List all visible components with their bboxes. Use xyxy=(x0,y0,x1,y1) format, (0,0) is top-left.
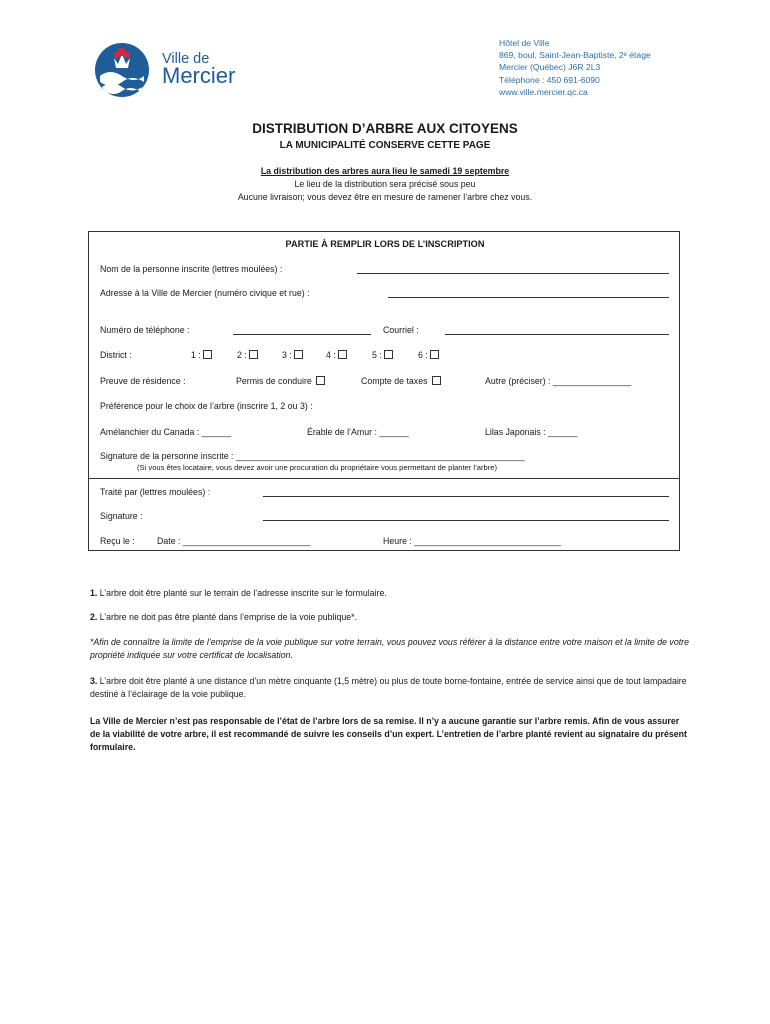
name-label: Nom de la personne inscrite (lettres moulées) : xyxy=(100,264,283,274)
district-label: District : xyxy=(100,350,132,360)
checkbox[interactable] xyxy=(294,350,303,359)
residence-label: Preuve de résidence : xyxy=(100,376,186,386)
rule-2 xyxy=(90,611,690,624)
checkbox[interactable] xyxy=(249,350,258,359)
district-option-5[interactable] xyxy=(372,350,393,360)
rule-number: 3. xyxy=(90,676,98,686)
preference-label: Préférence pour le choix de l’arbre (inscrire 1, 2 ou 3) : xyxy=(100,401,313,411)
signature-note: (Si vous êtes locataire, vous devez avoir une procuration du propriétaire vous permettant de planter l’arbre) xyxy=(137,463,498,472)
address-line: Mercier (Québec) J6R 2L3 xyxy=(499,62,601,73)
page-subtitle: LA MUNICIPALITÉ CONSERVE CETTE PAGE xyxy=(279,140,491,151)
city-address xyxy=(499,37,651,98)
intro-location: Le lieu de la distribution sera précisé sous peu xyxy=(294,179,476,189)
date-field[interactable]: Date : __________________________ xyxy=(157,536,311,546)
tree-option-lilas[interactable]: Lilas Japonais : ______ xyxy=(485,427,578,437)
district-option-1[interactable] xyxy=(191,350,212,360)
district-option-4[interactable] xyxy=(326,350,347,360)
address-line: Hôtel de Ville xyxy=(499,38,550,48)
rule-number: 1. xyxy=(90,588,98,598)
checkbox[interactable] xyxy=(316,376,325,385)
checkbox[interactable] xyxy=(338,350,347,359)
checkbox[interactable] xyxy=(203,350,212,359)
received-label: Reçu le : xyxy=(100,536,135,546)
page-title: DISTRIBUTION D’ARBRE AUX CITOYENS xyxy=(252,121,518,136)
form-title: PARTIE À REMPLIR LORS DE L’INSCRIPTION xyxy=(285,239,485,249)
district-option-label: 5 : xyxy=(372,350,382,360)
form-divider xyxy=(89,478,679,479)
district-option-label: 6 : xyxy=(418,350,428,360)
email-field[interactable] xyxy=(445,334,669,335)
checkbox[interactable] xyxy=(432,376,441,385)
rule-text: L’arbre doit être planté à une distance d’un mètre cinquante (1,5 mètre) ou plus de toute borne-fontaine, entrée de service ainsi que de tout lampadaire destiné à l’éclairage de la voie publique. xyxy=(90,676,687,699)
address-field[interactable] xyxy=(388,297,669,298)
phone-label: Numéro de téléphone : xyxy=(100,325,190,335)
district-option-3[interactable] xyxy=(282,350,303,360)
district-option-2[interactable] xyxy=(237,350,258,360)
residence-tax-label: Compte de taxes xyxy=(361,376,428,386)
address-label: Adresse à la Ville de Mercier (numéro civique et rue) : xyxy=(100,288,310,298)
treated-field[interactable] xyxy=(263,496,669,497)
email-label: Courriel : xyxy=(383,325,419,335)
treated-label: Traité par (lettres moulées) : xyxy=(100,487,211,497)
district-option-6[interactable] xyxy=(418,350,439,360)
rule-note: *Afin de connaître la limite de l’emprise de la voie publique sur votre terrain, vous pouvez vous référer à la distance entre votre maison et la limite de votre propriété indiquée sur votre certificat de localisation. xyxy=(90,637,689,660)
rule-number: 2. xyxy=(90,612,98,622)
intro-delivery: Aucune livraison; vous devez être en mesure de ramener l’arbre chez vous. xyxy=(237,192,533,202)
name-field[interactable] xyxy=(357,273,669,274)
signature2-label: Signature : xyxy=(100,511,143,521)
residence-license-option[interactable] xyxy=(236,376,325,386)
website-link[interactable]: www.ville.mercier.qc.ca xyxy=(499,86,588,97)
registration-form xyxy=(88,231,680,551)
tree-option-erable[interactable]: Érable de l’Amur : ______ xyxy=(307,427,409,437)
address-line: 869, boul. Saint-Jean-Baptiste, 2ᵉ étage xyxy=(499,50,651,61)
residence-other-field[interactable]: Autre (préciser) : ________________ xyxy=(485,376,632,386)
tree-option-amelanchier[interactable]: Amélanchier du Canada : ______ xyxy=(100,427,232,437)
rule-text: L’arbre ne doit pas être planté dans l’emprise de la voie publique*. xyxy=(97,612,358,622)
disclaimer: La Ville de Mercier n’est pas responsable de l’état de l’arbre lors de sa remise. Il n’y a aucune garantie sur l’arbre remis. Afin de vous assurer de la viabilité de votre arbre, il est recommandé de suivre les conseils d’un expert. L’entretien de l’arbre planté revient au signataire du présent formulaire. xyxy=(90,716,687,752)
address-line: Téléphone : 450 691-6090 xyxy=(499,74,600,85)
district-option-label: 1 : xyxy=(191,350,201,360)
rule-text: L’arbre doit être planté sur le terrain de l’adresse inscrite sur le formulaire. xyxy=(97,588,387,598)
rule-3 xyxy=(90,675,690,701)
intro-date: La distribution des arbres aura lieu le samedi 19 septembre xyxy=(260,166,510,176)
signature-field[interactable]: Signature de la personne inscrite : ___________________________________________________________ xyxy=(100,451,525,461)
signature2-field[interactable] xyxy=(263,520,669,521)
rule-1 xyxy=(90,587,690,600)
logo-line2: Mercier xyxy=(162,63,236,88)
district-option-label: 2 : xyxy=(237,350,247,360)
checkbox[interactable] xyxy=(384,350,393,359)
residence-tax-option[interactable] xyxy=(361,376,441,386)
city-emblem-icon xyxy=(92,40,162,100)
residence-license-label: Permis de conduire xyxy=(236,376,312,386)
district-option-label: 3 : xyxy=(282,350,292,360)
time-field[interactable]: Heure : ______________________________ xyxy=(383,536,562,546)
district-option-label: 4 : xyxy=(326,350,336,360)
logo-line1: Ville de xyxy=(162,51,210,67)
checkbox[interactable] xyxy=(430,350,439,359)
phone-field[interactable] xyxy=(233,334,371,335)
